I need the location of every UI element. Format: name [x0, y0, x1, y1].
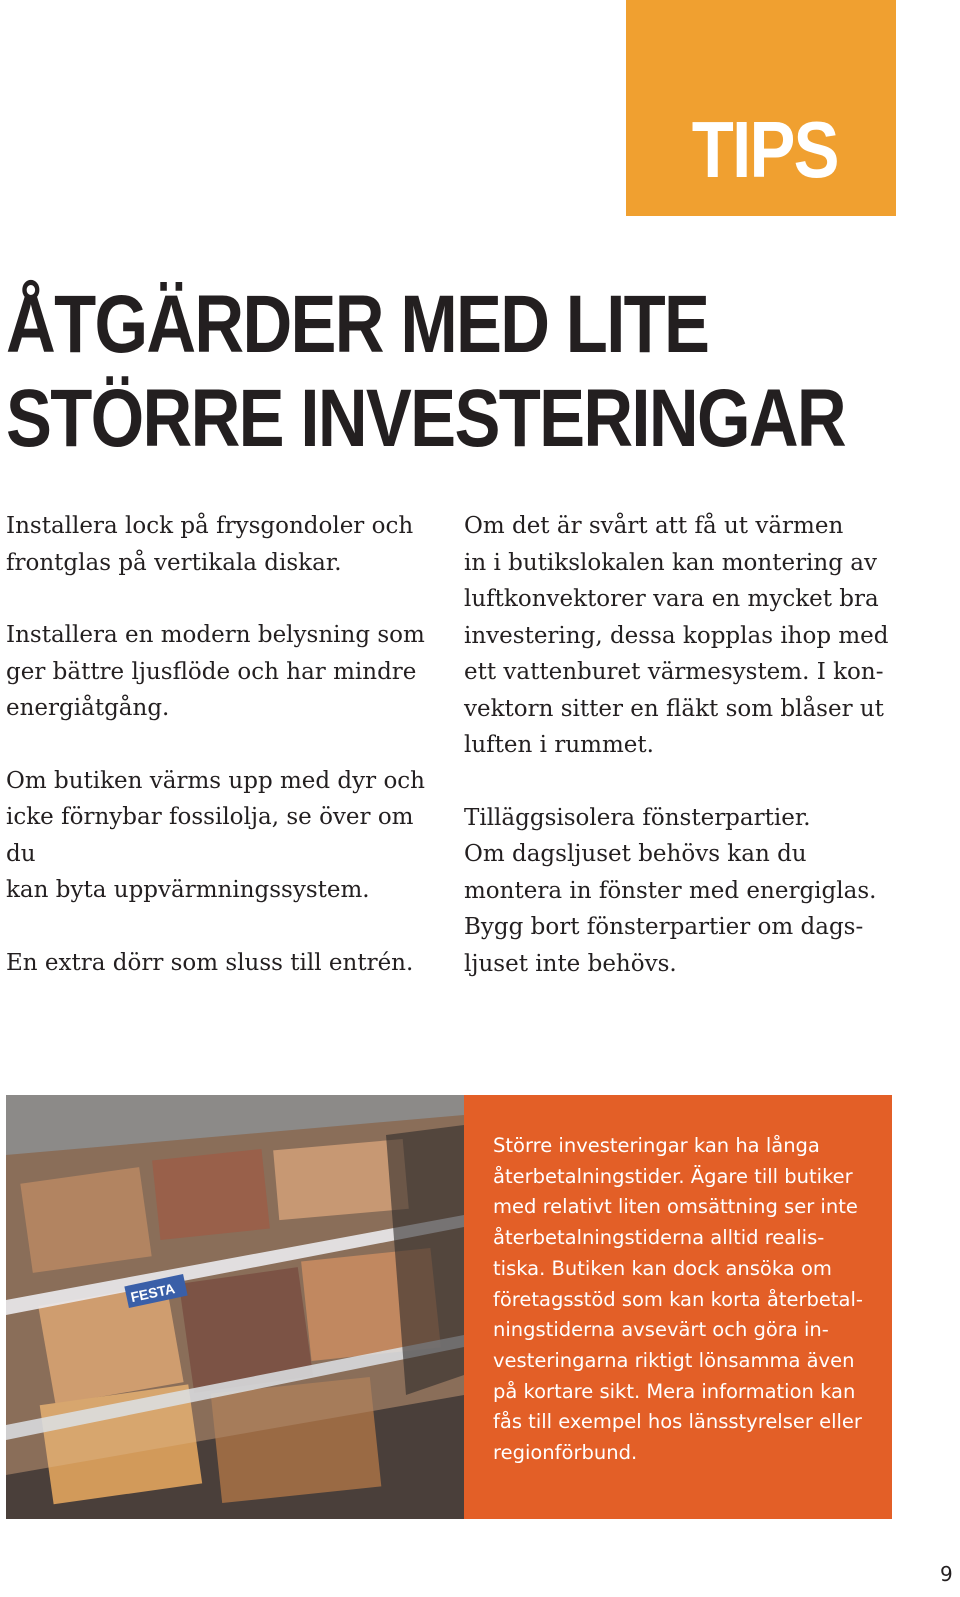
freezer-display-photo — [6, 1095, 464, 1519]
tips-tab — [626, 0, 896, 216]
paragraph-freezer-lids: Installera lock på frysgondoler och frontglas på vertikala diskar. — [6, 513, 414, 576]
tips-label: TIPS — [691, 105, 838, 194]
paragraph-air-convectors: Om det är svårt att få ut värmen in i butikslokalen kan montering av luftkonvektorer vara en mycket bra investering, dessa kopplas ihop med ett vattenburet värmesystem. I kon- vektorn sitter en fläkt som blåser ut luften i rummet. — [464, 513, 889, 758]
callout-box — [464, 1095, 892, 1519]
right-column — [464, 508, 914, 1018]
left-column — [6, 508, 446, 1017]
paragraph-entrance-door: En extra dörr som sluss till entrén. — [6, 949, 414, 976]
page-number: 9 — [940, 1562, 953, 1586]
paragraph-heating-system: Om butiken värms upp med dyr och icke förnybar fossilolja, se över om du kan byta uppvärmningssystem. — [6, 767, 425, 903]
page-headline — [6, 278, 845, 466]
paragraph-window-insulation: Tilläggsisolera fönsterpartier. Om dagsljuset behövs kan du montera in fönster med energiglas. Bygg bort fönsterpartier om dags- ljuset inte behövs. — [464, 804, 877, 977]
headline-line-2: STÖRRE INVESTERINGAR — [6, 373, 845, 464]
paragraph-lighting: Installera en modern belysning som ger bättre ljusflöde och har mindre energiåtgång. — [6, 622, 425, 721]
freezer-display-illustration — [6, 1095, 464, 1519]
headline-line-1: ÅTGÄRDER MED LITE — [6, 279, 709, 370]
callout-text: Större investeringar kan ha långa återbetalningstider. Ägare till butiker med relativt liten omsättning ser inte återbetalningstiderna alltid realis- tiska. Butiken kan dock ansöka om företagsstöd som kan korta återbetal- ningstiderna avsevärt och göra in- vesteringarna riktigt lönsamma även på kortare sikt. Mera information kan fås till exempel hos länsstyrelser eller regionförbund. — [493, 1134, 863, 1465]
photo-brand-label: FESTA — [129, 1280, 177, 1306]
